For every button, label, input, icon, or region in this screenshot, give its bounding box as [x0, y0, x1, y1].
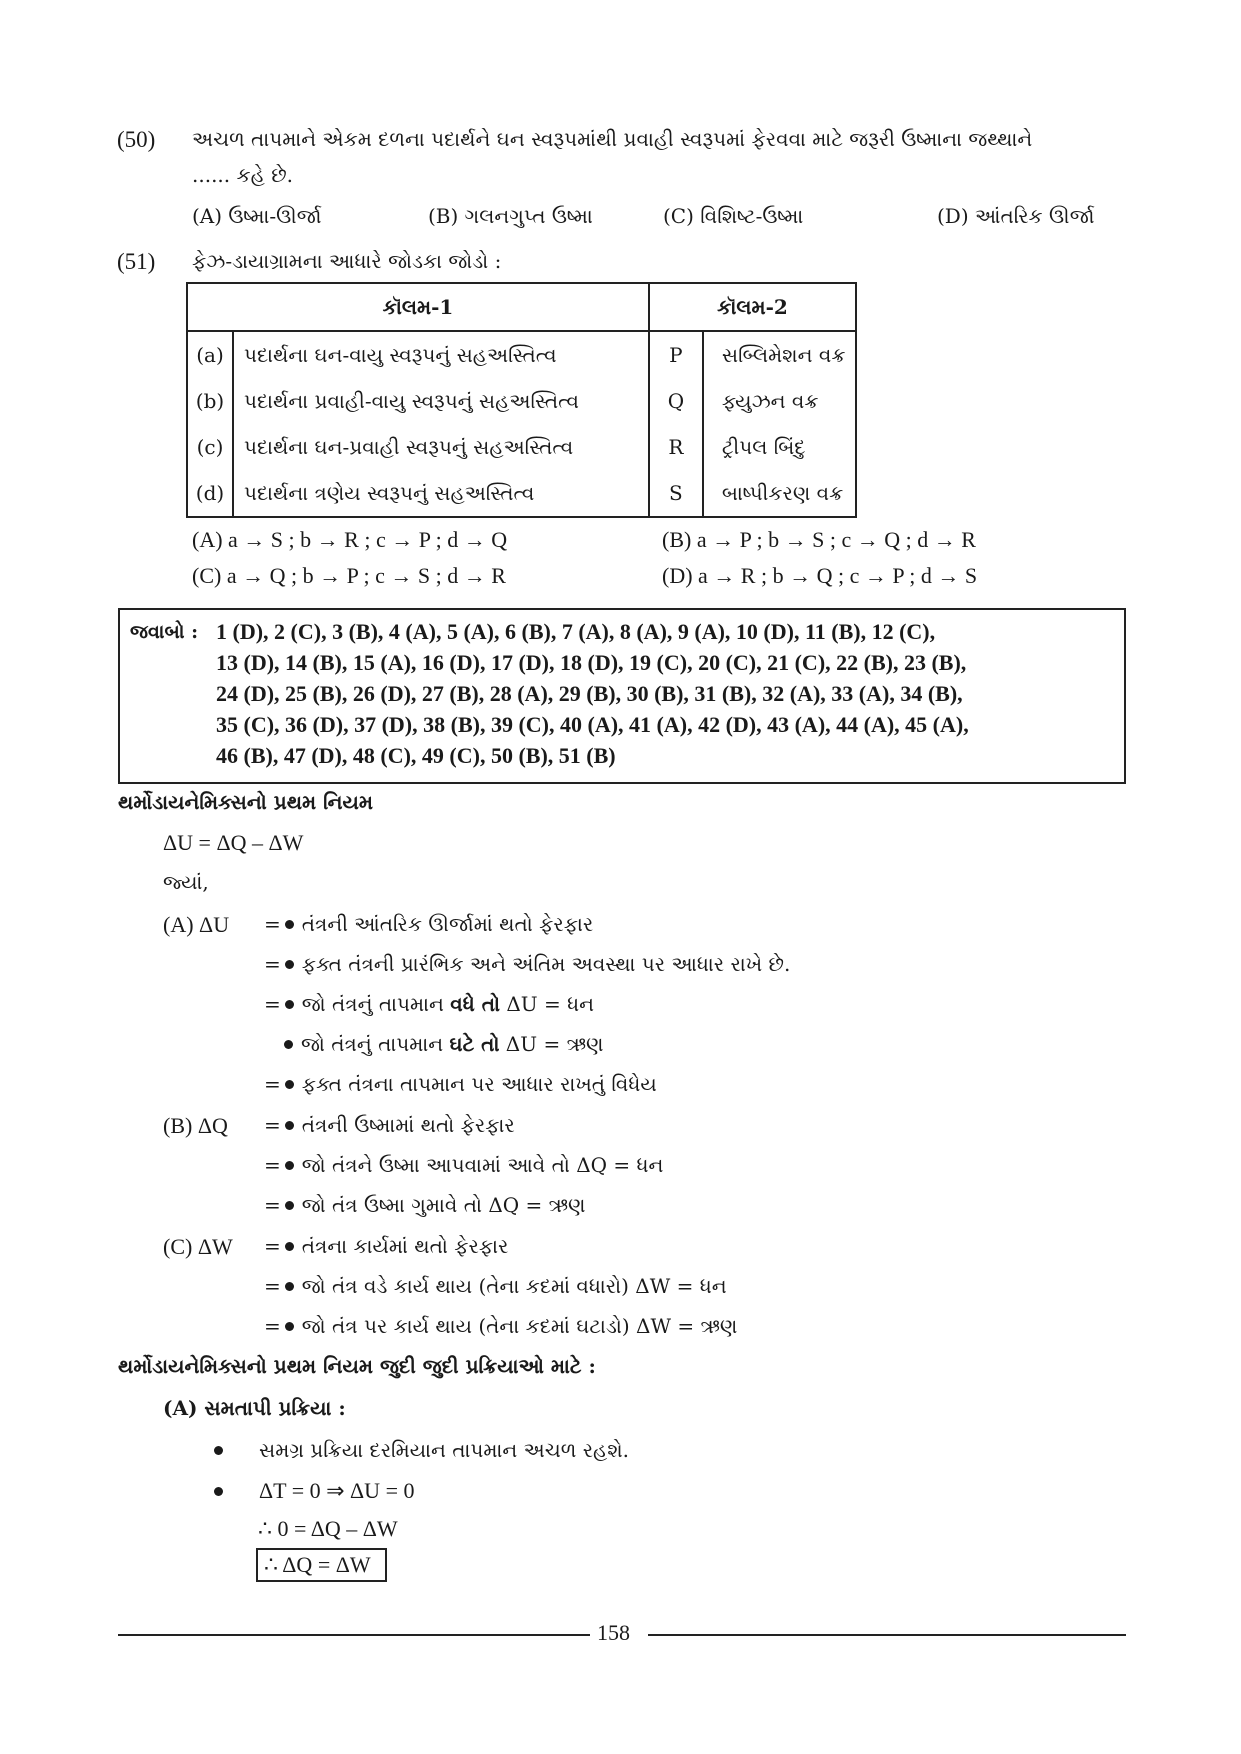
answer-line: 46 (B), 47 (D), 48 (C), 49 (C), 50 (B), 51 (B) [216, 743, 616, 768]
delta-q-label: (B) ΔQ [163, 1113, 228, 1138]
point-text: તંત્રની ઉષ્મામાં થતો ફેરફાર [301, 1113, 515, 1137]
row-right-text: ફ્યુઝન વક્ર [703, 378, 856, 424]
question-51-option-d: (D) a → R ; b → Q ; c → P ; d → S [662, 563, 978, 588]
equals-sign: = [264, 992, 281, 1016]
delta-q-point-1 [264, 1113, 515, 1137]
isothermal-bullet-2 [210, 1478, 414, 1504]
delta-u-point-1 [264, 912, 593, 936]
matching-table [186, 282, 857, 518]
delta-w-point-3 [264, 1314, 737, 1338]
table-row [187, 331, 856, 378]
point-text: જો તંત્ર વડે કાર્ય થાય (તેના કદમાં વધારો) ΔW = ધન [301, 1274, 727, 1298]
bullet-icon [285, 1000, 294, 1009]
page-number: 158 [597, 1620, 630, 1645]
sub-heading-isothermal: (A) સમતાપી પ્રક્રિયા : [163, 1396, 346, 1420]
question-50-number: (50) [117, 127, 156, 152]
delta-w-label: (C) ΔW [163, 1234, 233, 1259]
question-50-text-cont: ...... કહે છે. [192, 163, 294, 187]
bullet-icon [214, 1487, 223, 1496]
row-right-text: બાષ્પીકરણ વક્ર [703, 470, 856, 517]
point-text: તંત્રના કાર્યમાં થતો ફેરફાર [301, 1234, 509, 1258]
delta-w-point-2 [264, 1274, 727, 1298]
point-text: જો તંત્ર પર કાર્ય થાય (તેના કદમાં ઘટાડો) ΔW = ઋણ [301, 1314, 738, 1338]
equals-sign: = [264, 1072, 281, 1096]
point-text: ΔT = 0 ⇒ ΔU = 0 [259, 1478, 415, 1503]
point-text-bold: ઘટે તો [449, 1032, 500, 1056]
question-50-option-d: (D) આંતરિક ઊર્જા [937, 204, 1095, 228]
delta-u-point-3 [264, 992, 594, 1016]
where-label: જ્યાં, [163, 870, 209, 894]
equals-sign: = [264, 1113, 281, 1137]
point-text: જો તંત્રનું તાપમાન [301, 992, 451, 1016]
equals-sign: = [264, 1193, 281, 1217]
question-51-option-a: (A) a → S ; b → R ; c → P ; d → Q [192, 527, 508, 552]
row-left-text: પદાર્થના ઘન-પ્રવાહી સ્વરૂપનું સહઅસ્તિત્વ [233, 424, 649, 470]
point-text: જો તંત્રને ઉષ્મા આપવામાં આવે તો ΔQ = ધન [301, 1153, 664, 1177]
row-key: P [649, 331, 703, 378]
point-text-bold: વધે તો [450, 992, 500, 1016]
bullet-icon [285, 1121, 294, 1130]
row-key: Q [649, 378, 703, 424]
bullet-icon [285, 1242, 294, 1251]
point-text: ΔU = ધન [499, 992, 594, 1016]
point-text: જો તંત્રનું તાપમાન [301, 1032, 450, 1056]
equals-sign: = [264, 912, 281, 936]
answer-line: 1 (D), 2 (C), 3 (B), 4 (A), 5 (A), 6 (B), 7 (A), 8 (A), 9 (A), 10 (D), 11 (B), 12 (C), [216, 619, 936, 644]
row-left-text: પદાર્થના ઘન-વાયુ સ્વરૂપનું સહઅસ્તિત્વ [233, 331, 649, 378]
bullet-icon [285, 1282, 294, 1291]
section-heading-processes: થર્મોડાયનેમિક્સનો પ્રથમ નિયમ જુદી જુદી પ્રક્રિયાઓ માટે : [118, 1354, 596, 1378]
row-key: S [649, 470, 703, 517]
answer-line: 24 (D), 25 (B), 26 (D), 27 (B), 28 (A), 29 (B), 30 (B), 31 (B), 32 (A), 33 (A), 34 (B), [216, 681, 963, 706]
bullet-icon [285, 1161, 294, 1170]
answer-key-box [118, 608, 1126, 784]
bullet-icon [285, 1322, 294, 1331]
point-text: સમગ્ર પ્રક્રિયા દરમિયાન તાપમાન અચળ રહશે. [259, 1438, 630, 1462]
matching-table-header [187, 283, 856, 331]
question-51-text: ફેઝ-ડાયાગ્રામના આધારે જોડકા જોડો : [192, 249, 502, 273]
footer-rule-right [648, 1634, 1126, 1636]
table-row [187, 470, 856, 517]
row-label: (a) [187, 331, 233, 378]
row-right-text: સબ્લિમેશન વક્ર [703, 331, 856, 378]
delta-u-label: (A) ΔU [163, 912, 230, 937]
isothermal-bullet-1 [210, 1438, 629, 1462]
question-51-option-b: (B) a → P ; b → S ; c → Q ; d → R [662, 527, 976, 552]
delta-u-point-2 [264, 952, 790, 976]
table-row [187, 378, 856, 424]
first-law-equation: ΔU = ΔQ – ΔW [163, 830, 304, 855]
table-row [187, 424, 856, 470]
delta-u-point-4 [280, 1032, 603, 1056]
row-right-text: ટ્રીપલ બિંદુ [703, 424, 856, 470]
equals-sign: = [264, 952, 281, 976]
bullet-icon [284, 1040, 293, 1049]
delta-w-point-1 [264, 1234, 508, 1258]
row-label: (d) [187, 470, 233, 517]
question-51-number: (51) [117, 249, 156, 274]
point-text: જો તંત્ર ઉષ્મા ગુમાવે તો ΔQ = ઋણ [301, 1193, 586, 1217]
question-50-text: અચળ તાપમાને એકમ દળના પદાર્થને ઘન સ્વરૂપમાંથી પ્રવાહી સ્વરૂપમાં ફેરવવા માટે જરૂરી ઉષ્માના જથ્થાને [192, 127, 1033, 151]
bullet-icon [285, 1080, 294, 1089]
equals-sign: = [264, 1274, 281, 1298]
isothermal-step: ∴ 0 = ΔQ – ΔW [258, 1516, 398, 1541]
point-text: તંત્રની આંતરિક ઊર્જામાં થતો ફેરફાર [301, 912, 594, 936]
answer-line: 13 (D), 14 (B), 15 (A), 16 (D), 17 (D), 18 (D), 19 (C), 20 (C), 21 (C), 22 (B), 23 (B), [216, 650, 967, 675]
delta-u-point-5 [264, 1072, 657, 1096]
delta-q-point-3 [264, 1193, 586, 1217]
equals-sign: = [264, 1153, 281, 1177]
question-50-option-a: (A) ઉષ્મા-ઊર્જા [192, 204, 322, 228]
section-heading-first-law: થર્મોડાયનેમિક્સનો પ્રથમ નિયમ [118, 790, 374, 814]
point-text: ΔU = ઋણ [499, 1032, 604, 1056]
question-50-option-c: (C) વિશિષ્ટ-ઉષ્મા [663, 204, 804, 228]
question-50-option-b: (B) ગલનગુપ્ત ઉષ્મા [428, 204, 593, 228]
footer-rule-left [118, 1634, 590, 1636]
bullet-icon [285, 920, 294, 929]
row-label: (b) [187, 378, 233, 424]
column-1-header: કૉલમ-1 [187, 283, 649, 331]
row-key: R [649, 424, 703, 470]
isothermal-result-box: ∴ ΔQ = ΔW [256, 1548, 387, 1582]
point-text: ફક્ત તંત્રની પ્રારંભિક અને અંતિમ અવસ્થા પર આધાર રાખે છે. [301, 952, 791, 976]
delta-q-point-2 [264, 1153, 663, 1177]
point-text: ફક્ત તંત્રના તાપમાન પર આધાર રાખતું વિધેય [301, 1072, 657, 1096]
row-left-text: પદાર્થના ત્રણેય સ્વરૂપનું સહઅસ્તિત્વ [233, 470, 649, 517]
question-51-option-c: (C) a → Q ; b → P ; c → S ; d → R [192, 563, 506, 588]
bullet-icon [214, 1446, 223, 1455]
row-left-text: પદાર્થના પ્રવાહી-વાયુ સ્વરૂપનું સહઅસ્તિત્વ [233, 378, 649, 424]
column-2-header: કૉલમ-2 [649, 283, 856, 331]
row-label: (c) [187, 424, 233, 470]
equals-sign: = [264, 1234, 281, 1258]
bullet-icon [285, 960, 294, 969]
answer-key-label: જવાબો : [130, 621, 199, 643]
answer-line: 35 (C), 36 (D), 37 (D), 38 (B), 39 (C), 40 (A), 41 (A), 42 (D), 43 (A), 44 (A), 45 (A), [216, 712, 969, 737]
bullet-icon [285, 1201, 294, 1210]
equals-sign: = [264, 1314, 281, 1338]
